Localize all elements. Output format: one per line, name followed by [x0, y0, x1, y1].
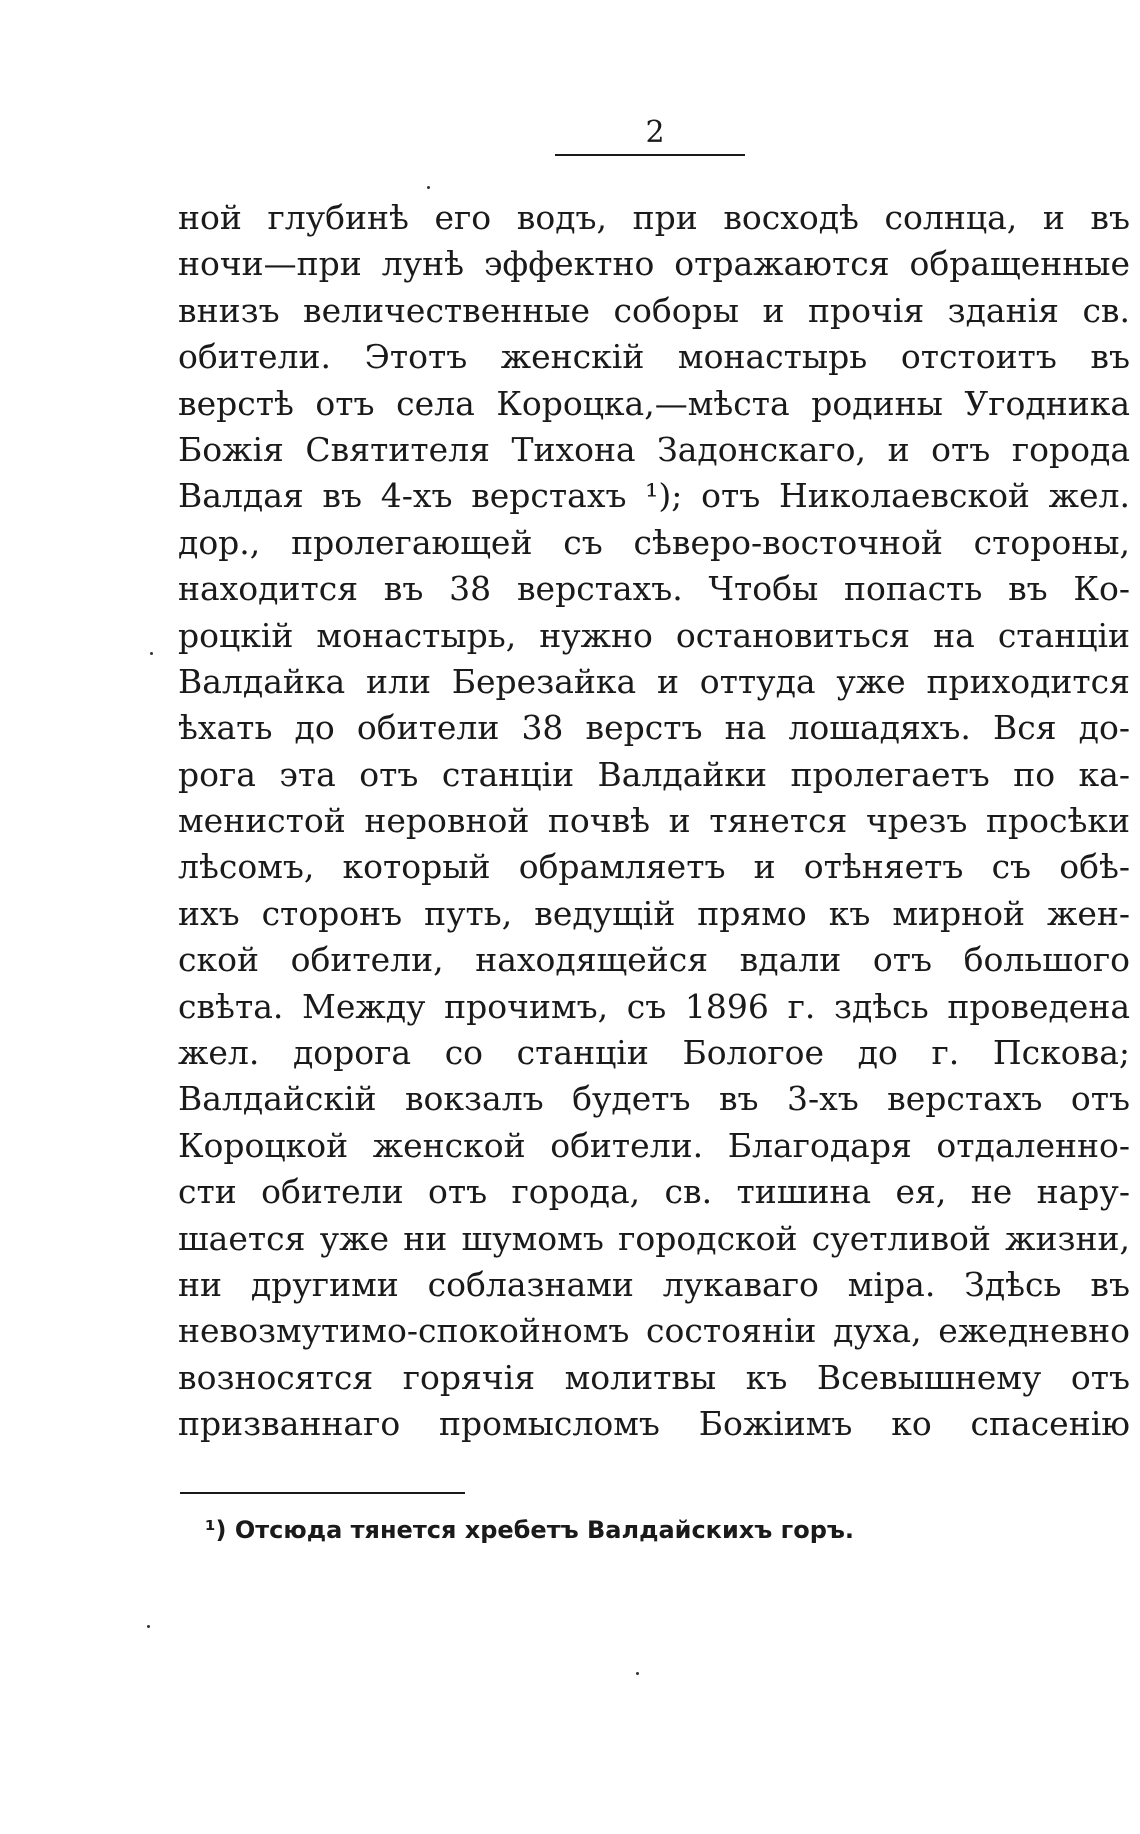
text-line: Короцкой женской обители. Благодаря отдаленно- — [178, 1125, 1130, 1165]
text-line: ни другими соблазнами лукаваго міра. Здѣсь въ — [178, 1264, 1130, 1304]
text-line: Валдайка или Березайка и оттуда уже приходится — [178, 661, 1130, 701]
text-line: Валдая въ 4-хъ верстахъ ¹); отъ Николаевской жел. — [178, 476, 1130, 516]
text-line: находится въ 38 верстахъ. Чтобы попасть въ Ко- — [178, 569, 1130, 609]
page-number: 2 — [645, 115, 665, 150]
header-rule — [555, 154, 745, 156]
text-line: ной глубинѣ его водъ, при восходѣ солнца, и въ — [178, 198, 1130, 237]
text-line: рога эта отъ станціи Валдайки пролегаетъ по ка- — [178, 754, 1130, 794]
body-text — [178, 195, 1130, 1448]
text-line: лѣсомъ, который обрамляетъ и отѣняетъ съ обѣ- — [178, 847, 1130, 887]
print-speck — [150, 652, 153, 655]
text-line: невозмутимо-спокойномъ состояніи духа, ежедневно — [178, 1311, 1130, 1351]
footnote-rule — [180, 1492, 465, 1494]
text-line: менистой неровной почвѣ и тянется чрезъ просѣки — [178, 801, 1130, 841]
footnote: ¹) Отсюда тянется хребетъ Валдайскихъ горъ. — [205, 1516, 855, 1544]
print-speck — [636, 1672, 639, 1675]
text-line: свѣта. Между прочимъ, съ 1896 г. здѣсь проведена — [178, 986, 1130, 1026]
text-line: внизъ величественные соборы и прочія зданія св. — [178, 290, 1130, 330]
text-line: Божія Святителя Тихона Задонскаго, и отъ города — [178, 429, 1130, 469]
text-line: призваннаго промысломъ Божіимъ ко спасенію — [178, 1404, 1130, 1444]
print-speck — [427, 186, 430, 189]
text-line: ѣхать до обители 38 верстъ на лошадяхъ. Вся до- — [178, 708, 1130, 748]
text-line: ночи—при лунѣ эффектно отражаются обращенные — [178, 244, 1130, 284]
text-line: возносятся горячія молитвы къ Всевышнему отъ — [178, 1357, 1130, 1397]
text-line: дор., пролегающей съ сѣверо-восточной стороны, — [178, 522, 1130, 562]
text-line: жел. дорога со станціи Бологое до г. Пскова; — [178, 1033, 1130, 1073]
text-line: Валдайскій вокзалъ будетъ въ 3-хъ верстахъ отъ — [178, 1079, 1130, 1119]
text-line: верстѣ отъ села Короцка,—мѣста родины Угодника — [178, 383, 1130, 423]
text-line: роцкій монастырь, нужно остановиться на станціи — [178, 615, 1130, 655]
text-line: ихъ сторонъ путь, ведущій прямо къ мирной жен- — [178, 893, 1130, 933]
text-line: шается уже ни шумомъ городской суетливой жизни, — [178, 1218, 1130, 1258]
text-line: обители. Этотъ женскій монастырь отстоитъ въ — [178, 337, 1130, 377]
print-speck — [147, 1625, 150, 1628]
text-line: ской обители, находящейся вдали отъ большого — [178, 940, 1130, 980]
text-line: сти обители отъ города, св. тишина ея, не нару- — [178, 1172, 1130, 1212]
